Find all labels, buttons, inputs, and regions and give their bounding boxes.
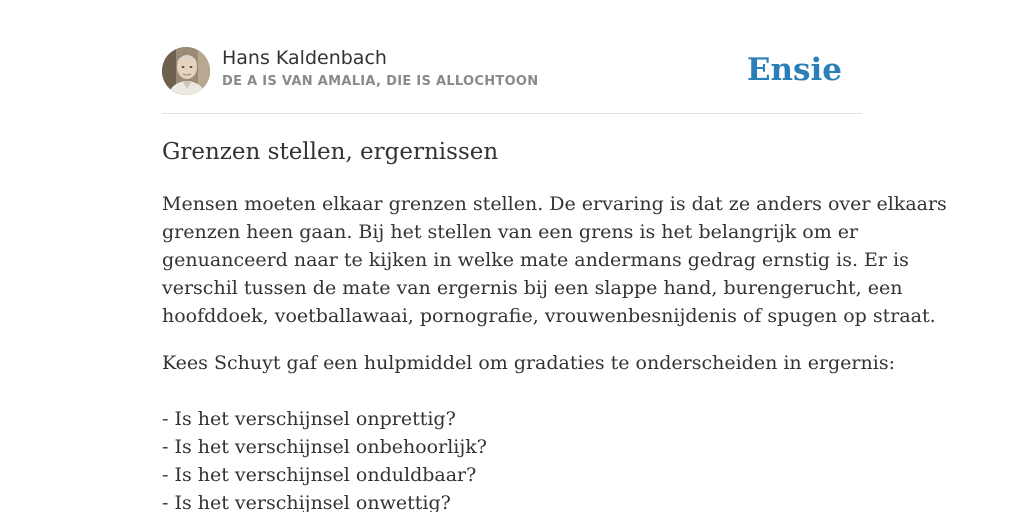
header-divider <box>162 113 862 114</box>
blank-line <box>162 377 862 405</box>
list-item: - Is het verschijnsel onprettig? <box>162 408 456 430</box>
paragraph-line: verschil tussen de mate van ergernis bij een slappe hand, burengerucht, een <box>162 277 903 299</box>
article-title: Grenzen stellen, ergernissen <box>162 139 499 165</box>
article-paragraph-1 <box>162 190 947 330</box>
author-name[interactable]: Hans Kaldenbach <box>222 47 387 69</box>
paragraph-line: Mensen moeten elkaar grenzen stellen. De ervaring is dat ze anders over elkaars <box>162 193 947 215</box>
list-item: - Is het verschijnsel onwettig? <box>162 492 451 512</box>
author-tagline: DE A IS VAN AMALIA, DIE IS ALLOCHTOON <box>222 74 539 89</box>
paragraph-intro: Kees Schuyt gaf een hulpmiddel om gradaties te onderscheiden in ergernis: <box>162 352 895 374</box>
article-paragraph-2 <box>162 349 895 512</box>
paragraph-line: hoofddoek, voetballawaai, pornografie, vrouwenbesnijdenis of spugen op straat. <box>162 305 936 327</box>
ensie-logo[interactable]: Ensie <box>746 52 842 88</box>
paragraph-line: grenzen heen gaan. Bij het stellen van een grens is het belangrijk om er <box>162 221 859 243</box>
list-item: - Is het verschijnsel onbehoorlijk? <box>162 436 487 458</box>
paragraph-line: genuanceerd naar te kijken in welke mate andermans gedrag ernstig is. Er is <box>162 249 909 271</box>
author-avatar[interactable] <box>162 47 210 95</box>
list-item: - Is het verschijnsel onduldbaar? <box>162 464 477 486</box>
avatar-photo <box>162 47 210 95</box>
author-header <box>162 46 862 96</box>
